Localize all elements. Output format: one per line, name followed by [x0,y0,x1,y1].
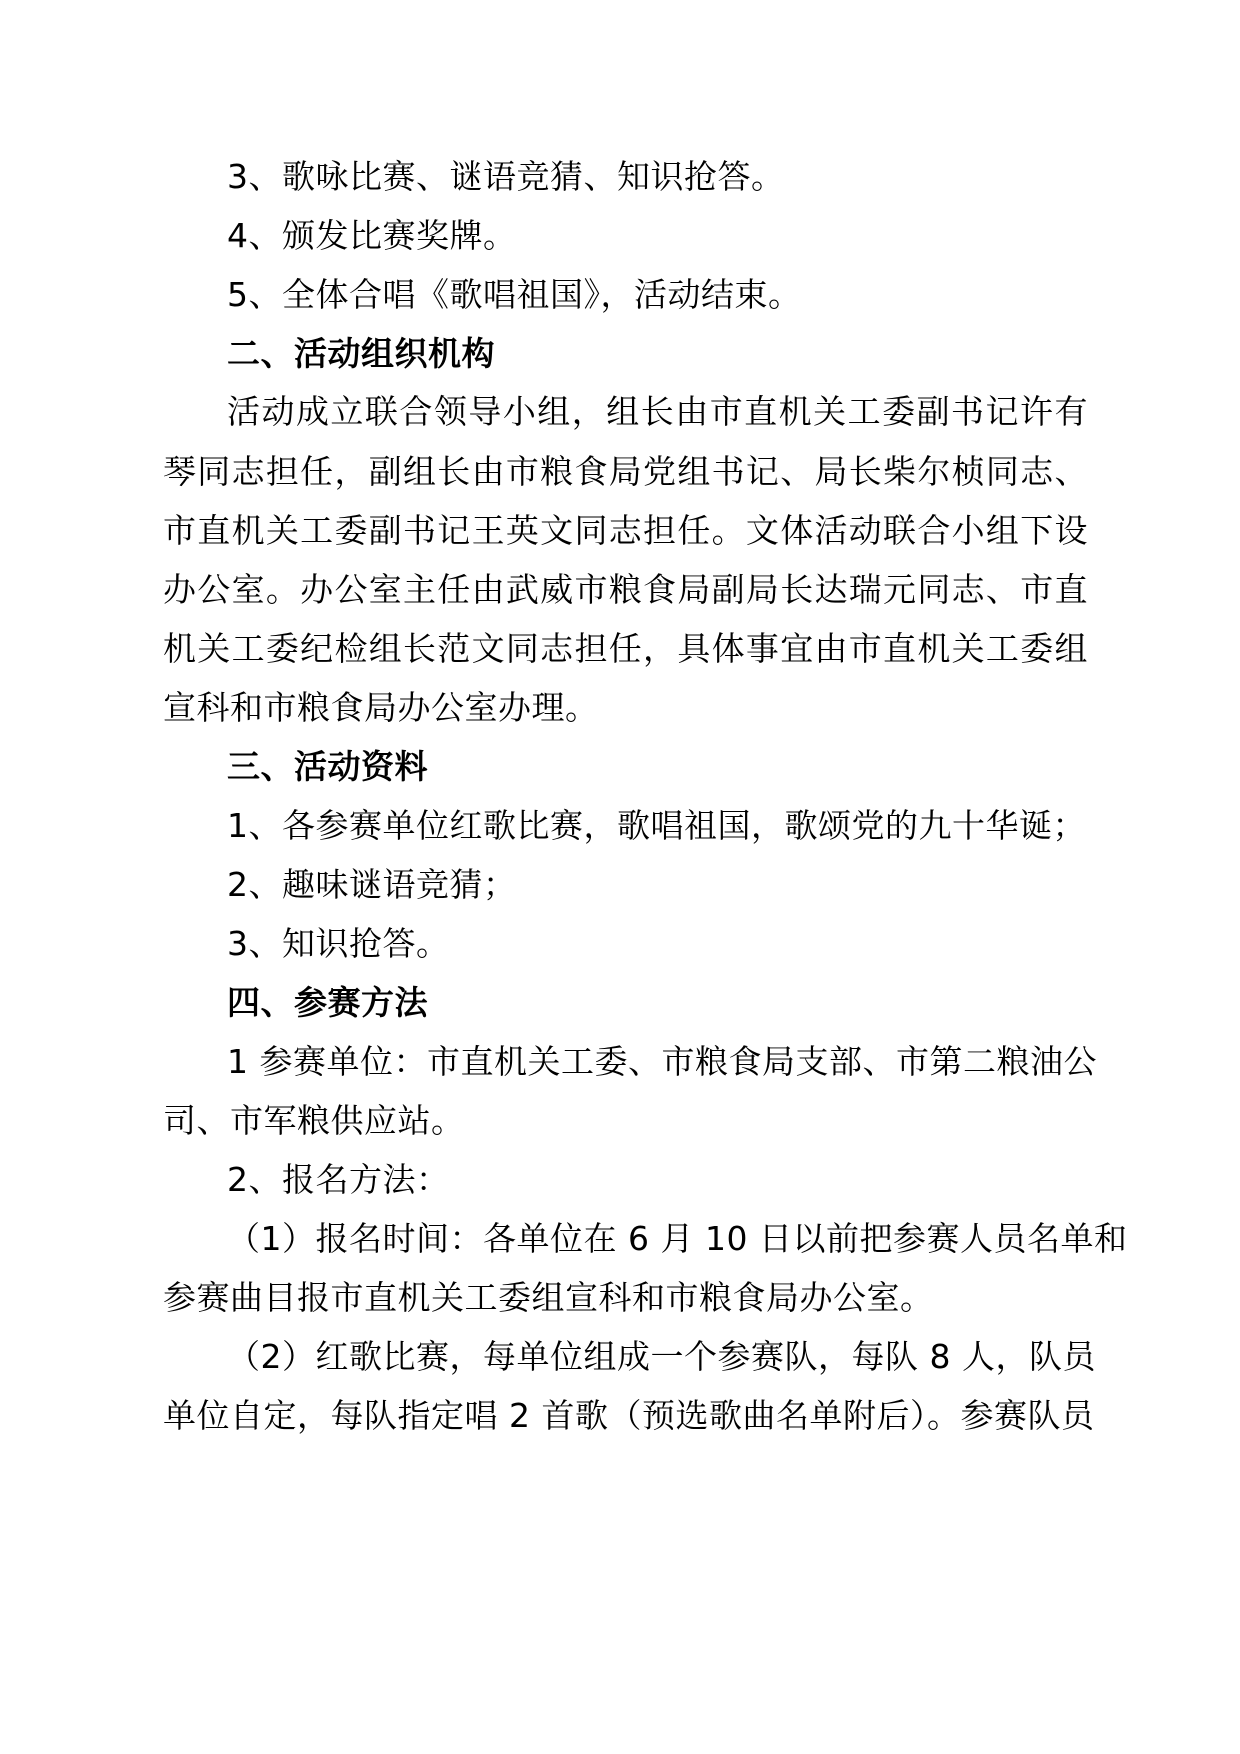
paragraph-registration-time-line: 参赛曲目报市直机关工委组宣科和市粮食局办公室。 [163,1278,934,1317]
paragraph-organization-line: 市直机关工委副书记王英文同志担任。文体活动联合小组下设 [163,511,1088,550]
paragraph-organization-line: 琴同志担任，副组长由市粮食局党组书记、局长柴尔桢同志、 [163,452,1088,491]
paragraph-organization-line: 办公室。办公室主任由武威市粮食局副局长达瑞元同志、市直 [163,570,1088,609]
list-item-program-4: 4、颁发比赛奖牌。 [227,216,517,255]
paragraph-participants-line: 1 参赛单位：市直机关工委、市粮食局支部、市第二粮油公 [227,1042,1097,1081]
list-item-program-5: 5、全体合唱《歌唱祖国》，活动结束。 [227,275,802,314]
paragraph-organization-line: 宣科和市粮食局办公室办理。 [163,688,599,727]
section-heading-organization: 二、活动组织机构 [227,334,495,373]
list-item-program-3: 3、歌咏比赛、谜语竞猜、知识抢答。 [227,157,785,196]
section-heading-method: 四、参赛方法 [227,983,428,1022]
section-heading-materials: 三、活动资料 [227,747,428,786]
list-item-materials-3: 3、知识抢答。 [227,924,450,963]
paragraph-organization-line: 活动成立联合领导小组，组长由市直机关工委副书记许有 [227,392,1088,431]
list-item-registration: 2、报名方法： [227,1160,450,1199]
list-item-materials-1: 1、各参赛单位红歌比赛，歌唱祖国，歌颂党的九十华诞； [227,806,1086,845]
paragraph-organization-line: 机关工委纪检组长范文同志担任，具体事宜由市直机关工委组 [163,629,1088,668]
paragraph-participants-line: 司、市军粮供应站。 [163,1101,465,1140]
paragraph-red-song-line: 单位自定，每队指定唱 2 首歌（预选歌曲名单附后）。参赛队员 [163,1396,1095,1435]
paragraph-red-song-line: （2）红歌比赛，每单位组成一个参赛队，每队 8 人，队员 [227,1337,1096,1376]
list-item-materials-2: 2、趣味谜语竞猜； [227,865,517,904]
paragraph-registration-time-line: （1）报名时间：各单位在 6 月 10 日以前把参赛人员名单和 [227,1219,1128,1258]
